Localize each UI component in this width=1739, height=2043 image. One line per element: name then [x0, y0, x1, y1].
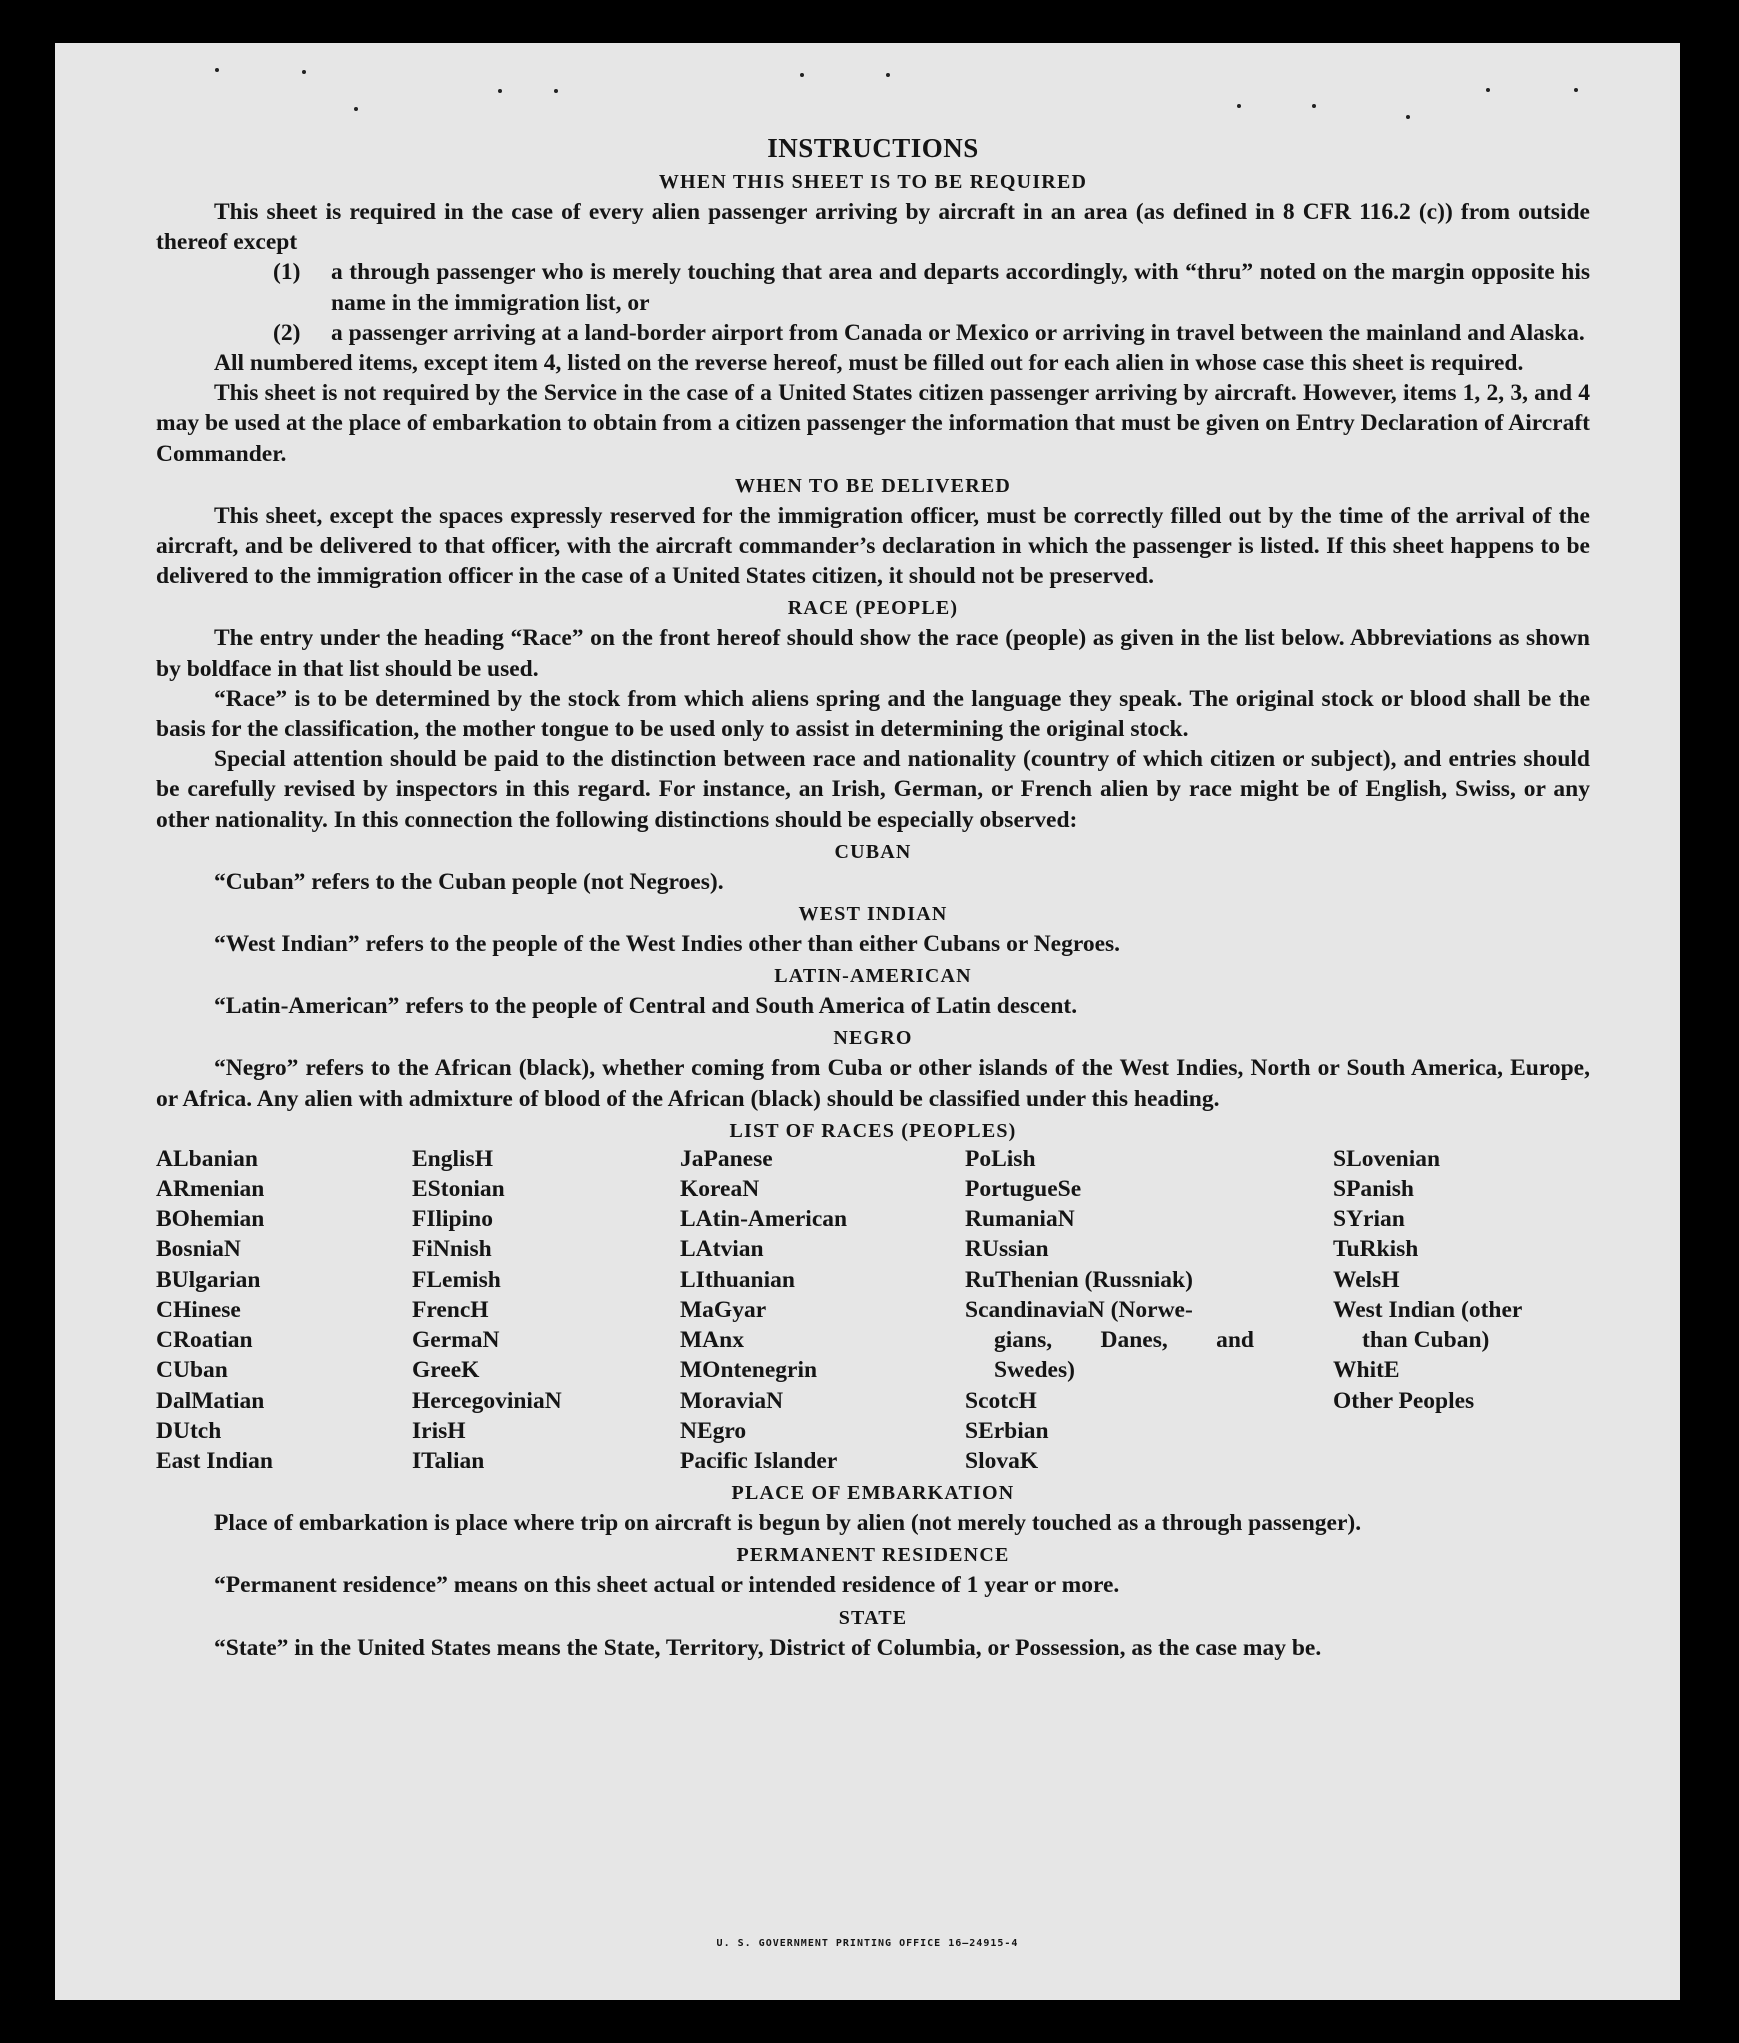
race-column-3 — [680, 1144, 965, 1476]
race-entry: DUtch — [156, 1417, 222, 1444]
section-heading-required: WHEN THIS SHEET IS TO BE REQUIRED — [658, 171, 1088, 193]
race-entry: PortugueSe — [965, 1176, 1082, 1203]
race-entry: RuThenian (Russniak) — [965, 1266, 1193, 1293]
paragraph-delivered: This sheet, except the spaces expressly reserved for the immigration officer, must be correctly filled out by the time of the arrival of the aircraft, and be delivered to that officer, with the aircraft commander’s declaration in which the passenger is listed. If this sheet happens to be delivered to the immigration officer in the case of a United States citizen, it should not be preserved. — [156, 502, 1590, 590]
race-entry: BosniaN — [156, 1236, 241, 1263]
race-entry: JaPanese — [680, 1145, 773, 1172]
race-entry: DalMatian — [156, 1387, 265, 1414]
speck — [215, 68, 219, 72]
race-entry: PoLish — [965, 1145, 1036, 1172]
instructions-body — [156, 131, 1590, 1663]
paragraph-citizen: This sheet is not required by the Service in the case of a United States citizen passenger arriving by aircraft. However, items 1, 2, 3, and 4 may be used at the place of embarkation to obtain from a citizen passenger the information that must be given on Entry Declaration of Aircraft Commander. — [156, 380, 1590, 467]
speck — [1486, 88, 1490, 92]
section-heading-cuban: CUBAN — [834, 840, 912, 863]
race-entry: EStonian — [412, 1176, 505, 1203]
race-entry: TuRkish — [1333, 1236, 1419, 1263]
race-entry: LAtin-American — [680, 1206, 848, 1233]
race-entry: LAtvian — [680, 1236, 764, 1263]
race-entry: CRoatian — [156, 1327, 253, 1354]
numbered-item-1 — [156, 257, 1590, 317]
numbered-item-2 — [156, 318, 1590, 348]
paragraph-race-entry: The entry under the heading “Race” on the front hereof should show the race (people) as given in the list below. Abbreviations as shown by boldface in that list should be used. — [156, 625, 1590, 682]
speck — [302, 70, 306, 74]
speck — [800, 73, 804, 77]
speck — [354, 107, 358, 111]
race-entry: CHinese — [156, 1296, 241, 1323]
race-entry: East Indian — [156, 1447, 273, 1474]
speck — [886, 73, 890, 77]
item-number: (1) — [273, 259, 301, 286]
race-entry: MoraviaN — [680, 1387, 784, 1414]
paragraph-required-intro: This sheet is required in the case of every alien passenger arriving by aircraft in an area (as defined in 8 CFR 116.2 (c)) from outside thereof except — [156, 199, 1590, 256]
paragraph-negro: “Negro” refers to the African (black), whether coming from Cuba or other islands of the West Indies, North or South America, Europe, or Africa. Any alien with admixture of blood of the African (black) should be classified under this heading. — [156, 1055, 1590, 1112]
item-number: (2) — [273, 319, 301, 346]
race-entry: ARmenian — [156, 1176, 265, 1203]
section-heading-state: STATE — [838, 1606, 908, 1629]
section-heading-race-list: LIST OF RACES (PEOPLES) — [729, 1119, 1017, 1142]
race-column-1 — [156, 1144, 412, 1476]
race-entry: MaGyar — [680, 1296, 767, 1323]
race-entry: Other Peoples — [1333, 1387, 1475, 1414]
race-entry: SLovenian — [1333, 1145, 1441, 1172]
section-heading-latin-american: LATIN-AMERICAN — [774, 965, 972, 988]
section-heading-negro: NEGRO — [833, 1027, 913, 1050]
race-entry: FrencH — [412, 1296, 489, 1323]
paragraph-race-stock: “Race” is to be determined by the stock from which aliens spring and the language they speak. The original stock or blood shall be the basis for the classification, the mother tongue to be used only to assist in determining the original stock. — [156, 685, 1590, 743]
race-entry: SlovaK — [965, 1447, 1039, 1474]
race-column-2 — [412, 1144, 680, 1476]
section-heading-west-indian: WEST INDIAN — [798, 903, 948, 926]
race-column-4 — [965, 1144, 1333, 1476]
race-entry: SPanish — [1333, 1176, 1414, 1203]
race-entry-continued: than Cuban) — [1362, 1327, 1490, 1354]
race-entry: WelsH — [1333, 1266, 1400, 1293]
section-heading-race: RACE (PEOPLE) — [787, 597, 959, 620]
race-entry: GreeK — [412, 1357, 480, 1384]
race-entry: ALbanian — [156, 1145, 258, 1172]
race-entry-continued: Swedes) — [994, 1357, 1075, 1384]
paragraph-embarkation: Place of embarkation is place where trip on aircraft is begun by alien (not merely touched as a through passenger). — [214, 1510, 1362, 1537]
race-entry: MOntenegrin — [680, 1357, 818, 1384]
race-entry: ScotcH — [965, 1387, 1037, 1414]
race-entry: BOhemian — [156, 1206, 265, 1233]
race-entry: FLemish — [412, 1266, 501, 1293]
race-entry: West Indian (other — [1333, 1296, 1523, 1323]
race-entry: MAnx — [680, 1327, 744, 1354]
race-list — [156, 1144, 1590, 1476]
paragraph-state: “State” in the United States means the State, Territory, District of Columbia, or Possession, as the case may be. — [214, 1634, 1322, 1661]
speck — [1237, 104, 1241, 108]
race-entry: LIthuanian — [680, 1266, 795, 1293]
section-heading-residence: PERMANENT RESIDENCE — [736, 1544, 1010, 1567]
race-entry: WhitE — [1333, 1357, 1400, 1384]
speck — [554, 89, 558, 93]
speck — [1312, 104, 1316, 108]
race-entry: HercegoviniaN — [412, 1387, 562, 1414]
race-entry-continued: gians, Danes, and — [994, 1327, 1254, 1354]
page-title: INSTRUCTIONS — [767, 133, 979, 163]
race-entry: BUlgarian — [156, 1266, 261, 1293]
speck — [1406, 115, 1410, 119]
race-entry: ScandinaviaN (Norwe- — [965, 1296, 1193, 1323]
instruction-sheet — [55, 43, 1680, 2000]
paragraph-latin-american: “Latin-American” refers to the people of Central and South America of Latin descent. — [214, 993, 1078, 1020]
race-entry: RUssian — [965, 1236, 1049, 1263]
paragraph-west-indian: “West Indian” refers to the people of the West Indies other than either Cubans or Negroes. — [214, 931, 1121, 958]
race-entry: FiNnish — [412, 1236, 492, 1263]
race-entry: KoreaN — [680, 1176, 760, 1203]
race-entry: NEgro — [680, 1417, 747, 1444]
race-entry: EnglisH — [412, 1145, 493, 1172]
race-entry: CUban — [156, 1357, 228, 1384]
race-entry: Pacific Islander — [680, 1447, 838, 1474]
paragraph-residence: “Permanent residence” means on this sheet actual or intended residence of 1 year or more. — [214, 1572, 1120, 1599]
section-heading-delivered: WHEN TO BE DELIVERED — [734, 474, 1012, 497]
item-text: a passenger arriving at a land-border airport from Canada or Mexico or arriving in travel between the mainland and Alaska. — [331, 319, 1585, 346]
race-entry: FIlipino — [412, 1206, 493, 1233]
race-entry: SYrian — [1333, 1206, 1405, 1233]
race-entry: GermaN — [412, 1327, 500, 1354]
speck — [498, 89, 502, 93]
section-heading-embarkation: PLACE OF EMBARKATION — [731, 1482, 1015, 1505]
race-entry: IrisH — [412, 1417, 466, 1444]
race-column-5 — [1333, 1144, 1590, 1476]
paragraph-cuban: “Cuban” refers to the Cuban people (not Negroes). — [214, 868, 724, 895]
race-entry: ITalian — [412, 1447, 485, 1474]
speck — [1574, 88, 1578, 92]
item-text: a through passenger who is merely touching that area and departs accordingly, with “thru” noted on the margin opposite his name in the immigration list, or — [331, 259, 1590, 316]
paragraph-numbered-items: All numbered items, except item 4, listed on the reverse hereof, must be filled out for each alien in whose case this sheet is required. — [214, 350, 1524, 377]
printer-imprint: U. S. GOVERNMENT PRINTING OFFICE 16—24915-4 — [716, 1938, 1019, 1949]
race-entry: SErbian — [965, 1417, 1049, 1444]
race-entry: RumaniaN — [965, 1206, 1075, 1233]
paragraph-race-nationality: Special attention should be paid to the distinction between race and nationality (country of which citizen or subject), and entries should be carefully revised by inspectors in this regard. For instance, an Irish, German, or French alien by race might be of English, Swiss, or any other nationality. In this connection the following distinctions should be especially observed: — [156, 746, 1590, 833]
